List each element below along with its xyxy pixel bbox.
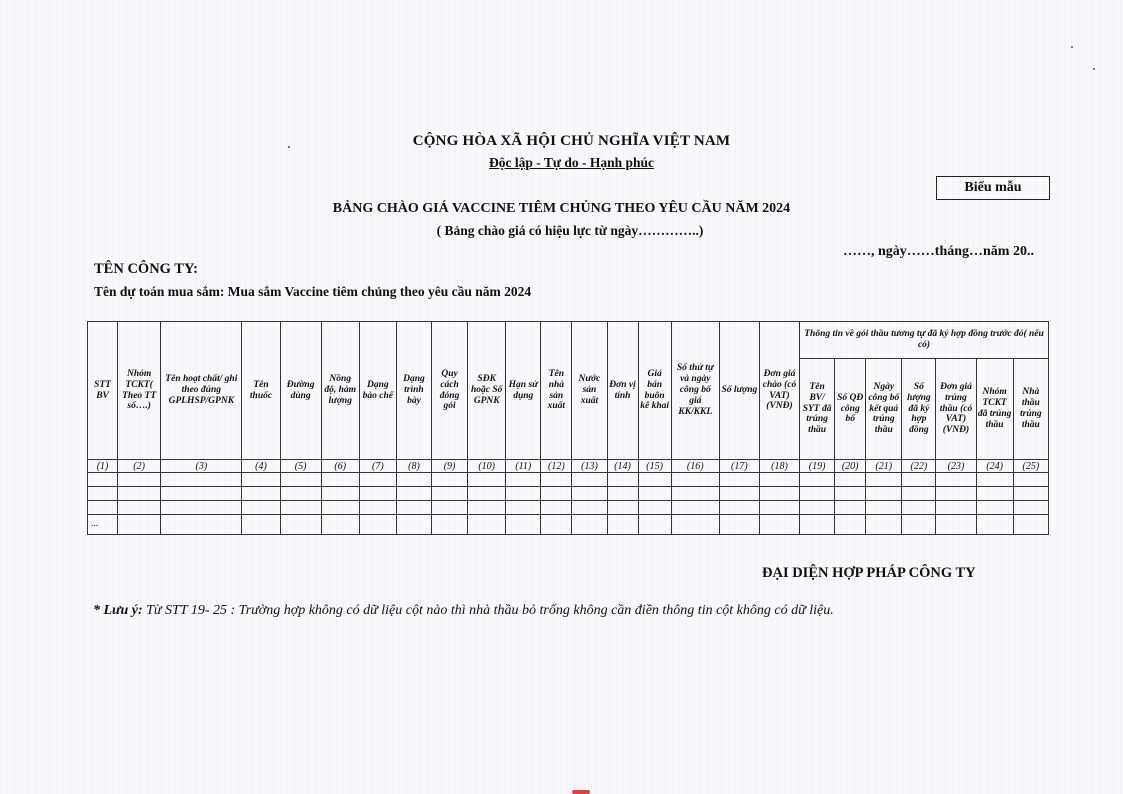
column-number: (14) (607, 460, 638, 473)
table-cell[interactable] (359, 515, 396, 535)
nation-heading: CỘNG HÒA XÃ HỘI CHỦ NGHĨA VIỆT NAM (412, 133, 731, 149)
table-cell[interactable] (607, 487, 638, 501)
table-cell[interactable] (468, 515, 506, 535)
table-cell[interactable] (432, 501, 468, 515)
table-cell[interactable] (1013, 515, 1048, 535)
column-number: (11) (506, 460, 541, 473)
table-cell[interactable] (161, 515, 242, 535)
table-cell[interactable] (638, 515, 671, 535)
note-line (93, 603, 834, 619)
column-header: Tên nhà sản xuất (541, 322, 572, 460)
table-cell[interactable] (607, 515, 638, 535)
table-cell[interactable] (759, 501, 799, 515)
column-number: (17) (719, 460, 759, 473)
table-cell[interactable] (902, 487, 936, 501)
legal-representative-label: ĐẠI DIỆN HỢP PHÁP CÔNG TY (762, 565, 976, 581)
column-number: (15) (638, 460, 671, 473)
table-cell[interactable] (541, 487, 572, 501)
table-cell[interactable] (671, 487, 719, 501)
column-number: (13) (572, 460, 607, 473)
table-cell[interactable] (321, 501, 359, 515)
table-cell[interactable] (835, 487, 866, 501)
table-cell[interactable] (242, 473, 280, 487)
table-cell[interactable] (800, 487, 835, 501)
scan-speck (288, 146, 290, 148)
column-number: (23) (936, 460, 976, 473)
scan-mark (572, 790, 590, 794)
column-number: (21) (866, 460, 902, 473)
table-cell[interactable] (572, 515, 607, 535)
column-number: (25) (1013, 460, 1048, 473)
motto-heading: Độc lập - Tự do - Hạnh phúc (488, 155, 655, 170)
table-cell[interactable] (541, 501, 572, 515)
table-cell[interactable] (936, 501, 976, 515)
table-cell[interactable] (800, 501, 835, 515)
table-cell[interactable] (866, 515, 902, 535)
column-number: (16) (671, 460, 719, 473)
column-number: (5) (280, 460, 321, 473)
column-number: (2) (118, 460, 161, 473)
table-cell[interactable] (1013, 501, 1048, 515)
column-number: (22) (902, 460, 936, 473)
table-cell[interactable] (118, 473, 161, 487)
table-cell[interactable] (638, 487, 671, 501)
table-cell[interactable] (800, 515, 835, 535)
table-cell[interactable] (396, 515, 431, 535)
column-header: Nhà thầu trúng thầu (1013, 359, 1048, 460)
table-cell[interactable] (432, 487, 468, 501)
table-cell[interactable] (607, 473, 638, 487)
table-cell[interactable] (321, 487, 359, 501)
table-cell[interactable] (976, 473, 1013, 487)
note-text: Từ STT 19- 25 : Trường hợp không có dữ liệu cột nào thì nhà thầu bỏ trống không cần điền thông tin cột không có dữ liệu. (142, 603, 834, 618)
table-cell[interactable] (902, 515, 936, 535)
table-cell[interactable] (506, 515, 541, 535)
table-cell[interactable] (396, 487, 431, 501)
table-cell[interactable] (161, 501, 242, 515)
table-cell[interactable] (936, 473, 976, 487)
table-cell[interactable] (719, 515, 759, 535)
date-line: ……, ngày……tháng…năm 20.. (843, 244, 1034, 259)
column-number: (19) (800, 460, 835, 473)
table-cell[interactable] (242, 515, 280, 535)
scan-speck (1071, 46, 1073, 48)
table-cell[interactable] (1013, 473, 1048, 487)
table-cell[interactable] (432, 473, 468, 487)
table-cell[interactable] (118, 515, 161, 535)
column-number: (4) (242, 460, 280, 473)
column-header: Ngày công bố kết quả trúng thầu (866, 359, 902, 460)
table-cell[interactable] (936, 515, 976, 535)
table-cell[interactable] (118, 487, 161, 501)
table-cell[interactable] (1013, 487, 1048, 501)
column-number: (3) (161, 460, 242, 473)
table-cell[interactable] (572, 487, 607, 501)
column-number: (12) (541, 460, 572, 473)
group-header: Thông tin về gói thầu tương tự đã ký hợp đồng trước đó( nếu có) (800, 322, 1049, 359)
table-cell[interactable] (902, 473, 936, 487)
table-cell[interactable] (506, 501, 541, 515)
table-cell[interactable] (976, 515, 1013, 535)
table-cell[interactable] (468, 487, 506, 501)
table-cell[interactable] (118, 501, 161, 515)
column-header: Đơn giá chào (có VAT) (VNĐ) (759, 322, 799, 460)
column-header: Số thứ tự và ngày công bố giá KK/KKL (671, 322, 719, 460)
table-cell[interactable] (835, 473, 866, 487)
column-header: Giá bán buôn kê khai (638, 322, 671, 460)
table-cell[interactable] (280, 515, 321, 535)
table-cell[interactable] (607, 501, 638, 515)
table-cell[interactable] (759, 515, 799, 535)
table-cell[interactable] (759, 473, 799, 487)
table-cell[interactable] (468, 473, 506, 487)
table-cell[interactable] (280, 487, 321, 501)
column-header: Nồng độ, hàm lượng (321, 322, 359, 460)
document-subtitle: ( Bảng chào giá có hiệu lực từ ngày…………..) (436, 223, 704, 238)
column-number: (24) (976, 460, 1013, 473)
column-header: Dạng trình bày (396, 322, 431, 460)
price-table (87, 321, 1049, 535)
column-header: Đơn vị tính (607, 322, 638, 460)
table-cell[interactable] (88, 501, 118, 515)
table-cell[interactable] (468, 501, 506, 515)
column-header: Nhóm TCKT đã trúng thầu (976, 359, 1013, 460)
table-cell[interactable] (835, 515, 866, 535)
table-cell[interactable] (719, 473, 759, 487)
column-header: Tên BV/ SYT đã trúng thầu (800, 359, 835, 460)
table-cell[interactable] (506, 487, 541, 501)
column-header: Dạng bào chế (359, 322, 396, 460)
table-cell[interactable] (866, 473, 902, 487)
column-header: Số QĐ công bố (835, 359, 866, 460)
table-row (88, 473, 1049, 487)
table-cell[interactable] (321, 515, 359, 535)
table-row (88, 501, 1049, 515)
column-header: Hạn sử dụng (506, 322, 541, 460)
form-label-box: Biểu mẫu (936, 176, 1050, 200)
table-cell[interactable] (902, 501, 936, 515)
table-cell[interactable] (359, 501, 396, 515)
column-header: Quy cách đóng gói (432, 322, 468, 460)
table-cell[interactable] (88, 487, 118, 501)
column-header: Tên thuốc (242, 322, 280, 460)
table-cell[interactable] (866, 487, 902, 501)
table-cell[interactable] (976, 487, 1013, 501)
table-cell[interactable] (88, 473, 118, 487)
column-header: SĐK hoặc Số GPNK (468, 322, 506, 460)
table-cell[interactable] (719, 487, 759, 501)
column-header: Số lượng (719, 322, 759, 460)
column-header: STT BV (88, 322, 118, 460)
table-cell[interactable] (541, 473, 572, 487)
column-header: Đơn giá trúng thầu (có VAT) (VNĐ) (936, 359, 976, 460)
column-number: (8) (396, 460, 431, 473)
table-cell[interactable] (359, 473, 396, 487)
table-cell[interactable] (506, 473, 541, 487)
table-cell[interactable] (161, 473, 242, 487)
column-number: (10) (468, 460, 506, 473)
table-cell[interactable] (835, 501, 866, 515)
column-header: Nhóm TCKT( Theo TT số….) (118, 322, 161, 460)
table-cell[interactable] (719, 501, 759, 515)
column-header: Đường dùng (280, 322, 321, 460)
column-header: Số lượng đã ký hợp đồng (902, 359, 936, 460)
table-cell[interactable] (671, 515, 719, 535)
table-cell[interactable] (280, 501, 321, 515)
table-cell[interactable] (280, 473, 321, 487)
table-cell[interactable] (572, 501, 607, 515)
table-cell[interactable] (759, 487, 799, 501)
table-row (88, 515, 1049, 535)
table-cell[interactable] (242, 501, 280, 515)
table-cell[interactable] (572, 473, 607, 487)
table-cell[interactable] (800, 473, 835, 487)
table-cell[interactable]: ... (88, 515, 118, 535)
table-cell[interactable] (936, 487, 976, 501)
table-cell[interactable] (396, 501, 431, 515)
table-cell[interactable] (541, 515, 572, 535)
column-number: (20) (835, 460, 866, 473)
column-number: (1) (88, 460, 118, 473)
estimate-line: Tên dự toán mua sắm: Mua sắm Vaccine tiêm chủng theo yêu cầu năm 2024 (94, 284, 532, 299)
column-number: (6) (321, 460, 359, 473)
table-cell[interactable] (866, 501, 902, 515)
scan-speck (1093, 68, 1095, 70)
table-cell[interactable] (242, 487, 280, 501)
table-cell[interactable] (638, 473, 671, 487)
table-cell[interactable] (432, 515, 468, 535)
column-header: Tên hoạt chất/ ghi theo đúng GPLHSP/GPNK (161, 322, 242, 460)
table-cell[interactable] (638, 501, 671, 515)
company-name-label: TÊN CÔNG TY: (94, 261, 198, 277)
column-number: (9) (432, 460, 468, 473)
document-title: BẢNG CHÀO GIÁ VACCINE TIÊM CHỦNG THEO YÊU CẦU NĂM 2024 (332, 201, 791, 216)
column-number: (18) (759, 460, 799, 473)
table-cell[interactable] (359, 487, 396, 501)
table-cell[interactable] (396, 473, 431, 487)
column-header: Nước sản xuất (572, 322, 607, 460)
table-cell[interactable] (671, 501, 719, 515)
table-row (88, 487, 1049, 501)
table-cell[interactable] (161, 487, 242, 501)
table-cell[interactable] (321, 473, 359, 487)
table-cell[interactable] (976, 501, 1013, 515)
note-label: * Lưu ý: (93, 603, 143, 618)
column-number: (7) (359, 460, 396, 473)
table-cell[interactable] (671, 473, 719, 487)
